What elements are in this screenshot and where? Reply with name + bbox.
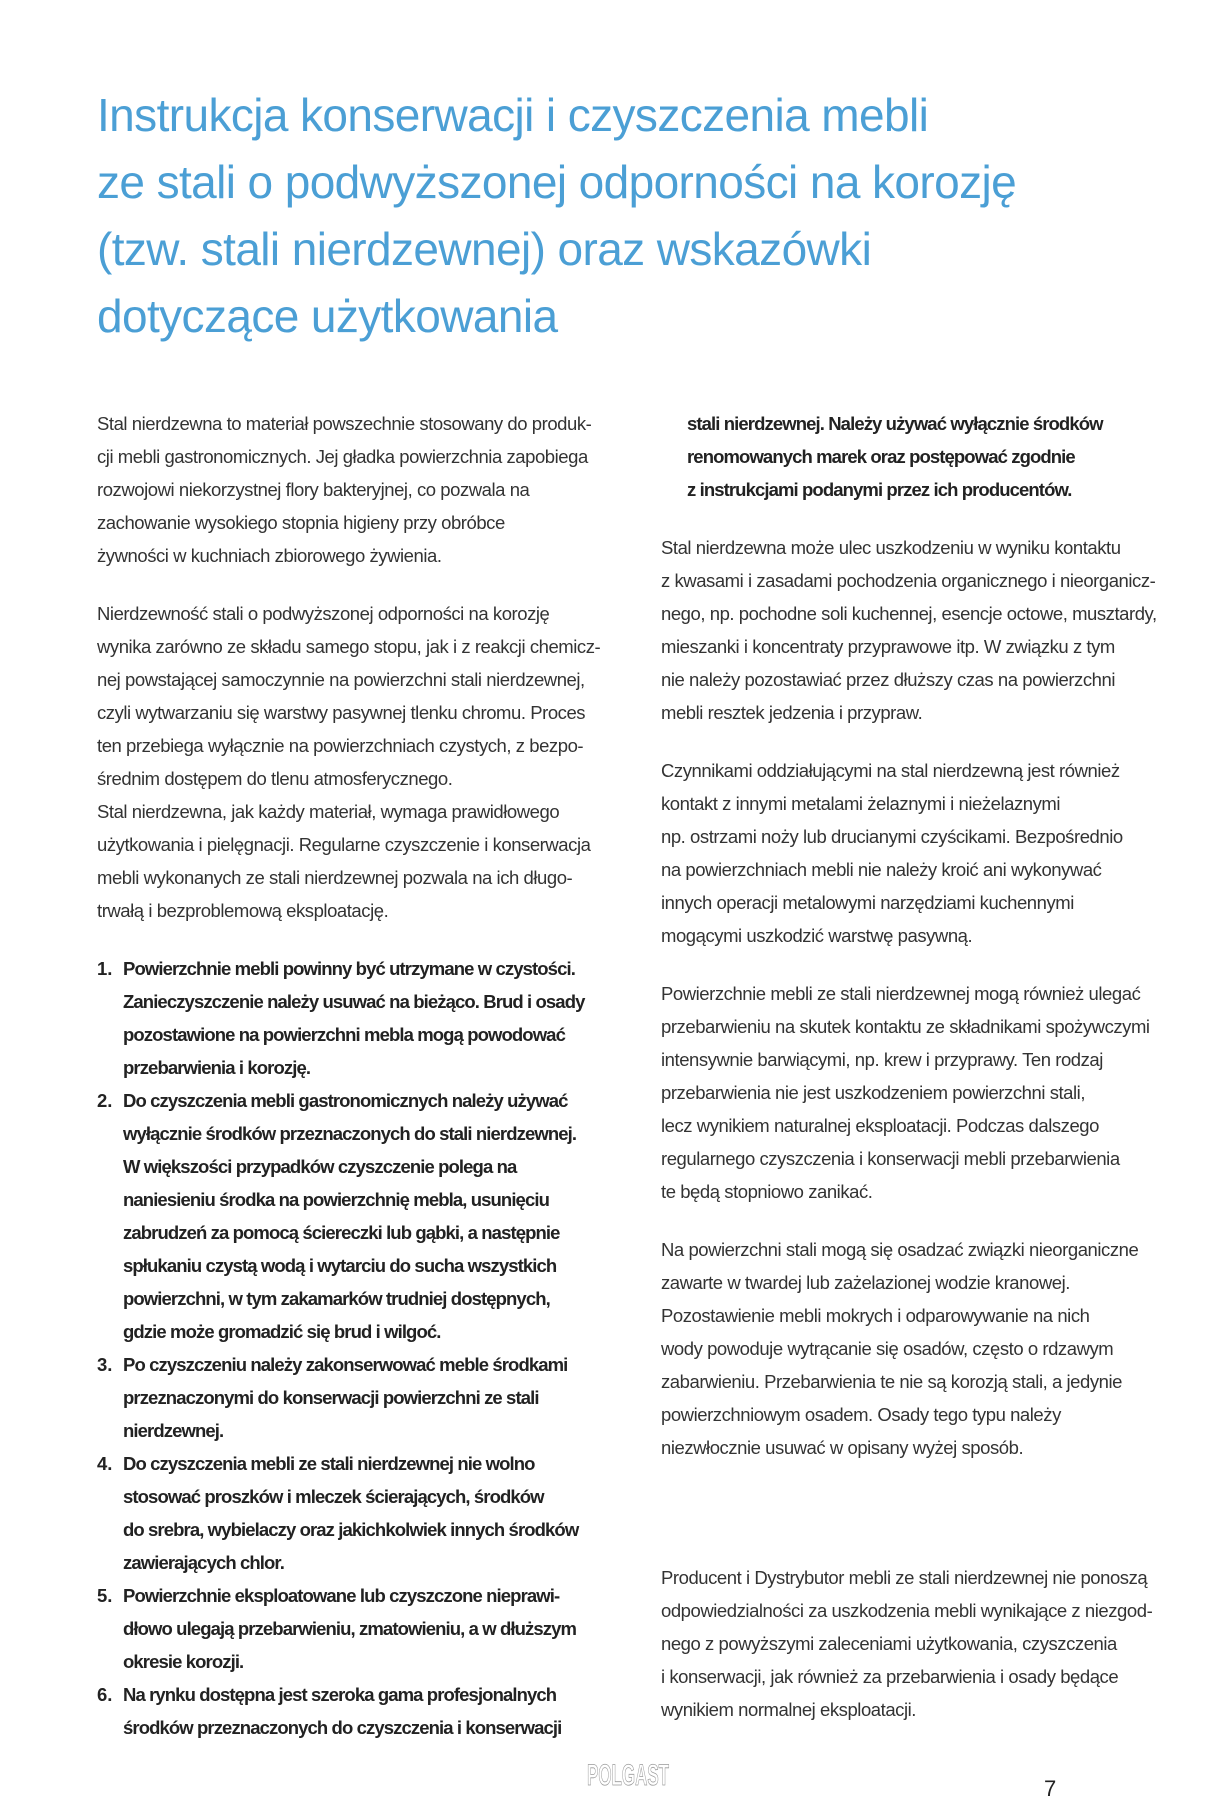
page-number: 7 — [1044, 1776, 1057, 1801]
list-item-text: Powierzchnie mebli powinny być utrzymane w czystości. Zanieczyszczenie należy usuwać na bieżąco. Brud i osady pozostawione na powierzchni mebla mogą powodować przebarwienia i korozję. — [123, 958, 585, 1078]
polgast-logo — [586, 1758, 670, 1795]
metals-contact-paragraph: Czynnikami oddziałującymi na stal nierdzewną jest również kontakt z innymi metalami żelaznymi i nieżelaznymi np. ostrzami noży lub drucianymi czyścikami. Bezpośrednio na powierzchniach mebli nie należy kroić ani wykonywać innych operacji metalowymi narzędziami kuchennymi mogącymi uszkodzić warstwę pasywną. — [661, 760, 1123, 946]
list-item — [97, 952, 637, 1084]
list-item-text: Do czyszczenia mebli ze stali nierdzewnej nie wolno stosować proszków i mleczek ścierających, środków do srebra, wybielaczy oraz jakichkolwiek innych środków zawierających chlor. — [123, 1453, 579, 1573]
list-number: 4. — [97, 1453, 113, 1474]
list-item-continuation: stali nierdzewnej. Należy używać wyłącznie środków renomowanych marek oraz postępować zgodnie z instrukcjami podanymi przez ich producentów. — [687, 413, 1103, 500]
page-title: Instrukcja konserwacji i czyszczenia mebli ze stali o podwyższonej odporności na korozję (tzw. stali nierdzewnej) oraz wskazówki dotyczące użytkowania — [97, 89, 1017, 342]
svg-text:POLGAST: POLGAST — [587, 1759, 669, 1792]
list-item-text: Do czyszczenia mebli gastronomicznych należy używać wyłącznie środków przeznaczonych do stali nierdzewnej. W większości przypadków czyszczenie polega na naniesieniu środka na powierzchnię mebla, usunięciu zabrudzeń za pomocą ściereczki lub gąbki, a następnie spłukaniu czystą wodą i wytarciu do sucha wszystkich powierzchni, w tym zakamarków trudniej dostępnych, gdzie może gromadzić się brud i wilgoć. — [123, 1090, 577, 1342]
deposits-paragraph: Na powierzchni stali mogą się osadzać związki nieorganiczne zawarte w twardej lub zażelazionej wodzie kranowej. Pozostawienie mebli mokrych i odparowywanie na nich wody powoduje wytrącanie się osadów, często o rdzawym zabarwieniu. Przebarwienia te nie są korozją stali, a jedynie powierzchniowym osadem. Osady tego typu należy niezwłocznie usuwać w opisany wyżej sposób. — [661, 1239, 1139, 1458]
list-number: 1. — [97, 958, 113, 979]
list-item — [97, 1678, 637, 1744]
intro-paragraph: Stal nierdzewna to materiał powszechnie stosowany do produk- cji mebli gastronomicznych. Jej gładka powierzchnia zapobiega rozwojowi niekorzystnej flory bakteryjnej, co pozwala na zachowanie wysokiego stopnia higieny przy obróbce żywności w kuchniach zbiorowego żywienia. — [97, 413, 592, 566]
list-item — [97, 1447, 637, 1579]
list-item — [97, 1084, 637, 1348]
discoloration-paragraph: Powierzchnie mebli ze stali nierdzewnej mogą również ulegać przebarwieniu na skutek kontaktu ze składnikami spożywczymi intensywnie barwiącymi, np. krew i przyprawy. Ten rodzaj przebarwienia nie jest uszkodzeniem powierzchni stali, lecz wynikiem naturalnej eksploatacji. Podczas dalszego regularnego czyszczenia i konserwacji mebli przebarwienia te będą stopniowo zanikać. — [661, 983, 1150, 1202]
disclaimer-paragraph: Producent i Dystrybutor mebli ze stali nierdzewnej nie ponoszą odpowiedzialności za uszkodzenia mebli wynikające z niezgod- nego z powyższymi zaleceniami użytkowania, czyszczenia i konserwacji, jak również za przebarwienia i osady będące wynikiem normalnej eksploatacji. — [661, 1567, 1153, 1720]
list-item — [97, 1579, 637, 1678]
passivation-paragraph: Nierdzewność stali o podwyższonej odporności na korozję wynika zarówno ze składu samego stopu, jak i z reakcji chemicz- nej powstającej samoczynnie na powierzchni stali nierdzewnej, czyli wytwarzaniu się warstwy pasywnej tlenku chromu. Proces ten przebiega wyłącznie na powierzchniach czystych, z bezpo- średnim dostępem do tlenu atmosferycznego. Stal nierdzewna, jak każdy materiał, wymaga prawidłowego użytkowania i pielęgnacji. Regularne czyszczenie i konserwacja mebli wykonanych ze stali nierdzewnej pozwala na ich długo- trwałą i bezproblemową eksploatację. — [97, 603, 601, 921]
list-item-text: Po czyszczeniu należy zakonserwować meble środkami przeznaczonymi do konserwacji powierzchni ze stali nierdzewnej. — [123, 1354, 568, 1441]
list-number: 5. — [97, 1585, 113, 1606]
list-item-text: Na rynku dostępna jest szeroka gama profesjonalnych środków przeznaczonych do czyszczenia i konserwacji — [123, 1684, 562, 1738]
list-number: 2. — [97, 1090, 113, 1111]
list-number: 3. — [97, 1354, 113, 1375]
instructions-list — [97, 952, 637, 1744]
list-item-text: Powierzchnie eksploatowane lub czyszczone nieprawi- dłowo ulegają przebarwieniu, zmatowieniu, a w dłuższym okresie korozji. — [123, 1585, 577, 1672]
acids-paragraph: Stal nierdzewna może ulec uszkodzeniu w wyniku kontaktu z kwasami i zasadami pochodzenia organicznego i nieorganicz- nego, np. pochodne soli kuchennej, esencje octowe, musztardy, mieszanki i koncentraty przyprawowe itp. W związku z tym nie należy pozostawiać przez dłuższy czas na powierzchni mebli resztek jedzenia i przypraw. — [661, 537, 1157, 723]
left-column — [97, 407, 637, 1744]
right-column — [661, 407, 1201, 1751]
list-number: 6. — [97, 1684, 113, 1705]
list-item — [97, 1348, 637, 1447]
